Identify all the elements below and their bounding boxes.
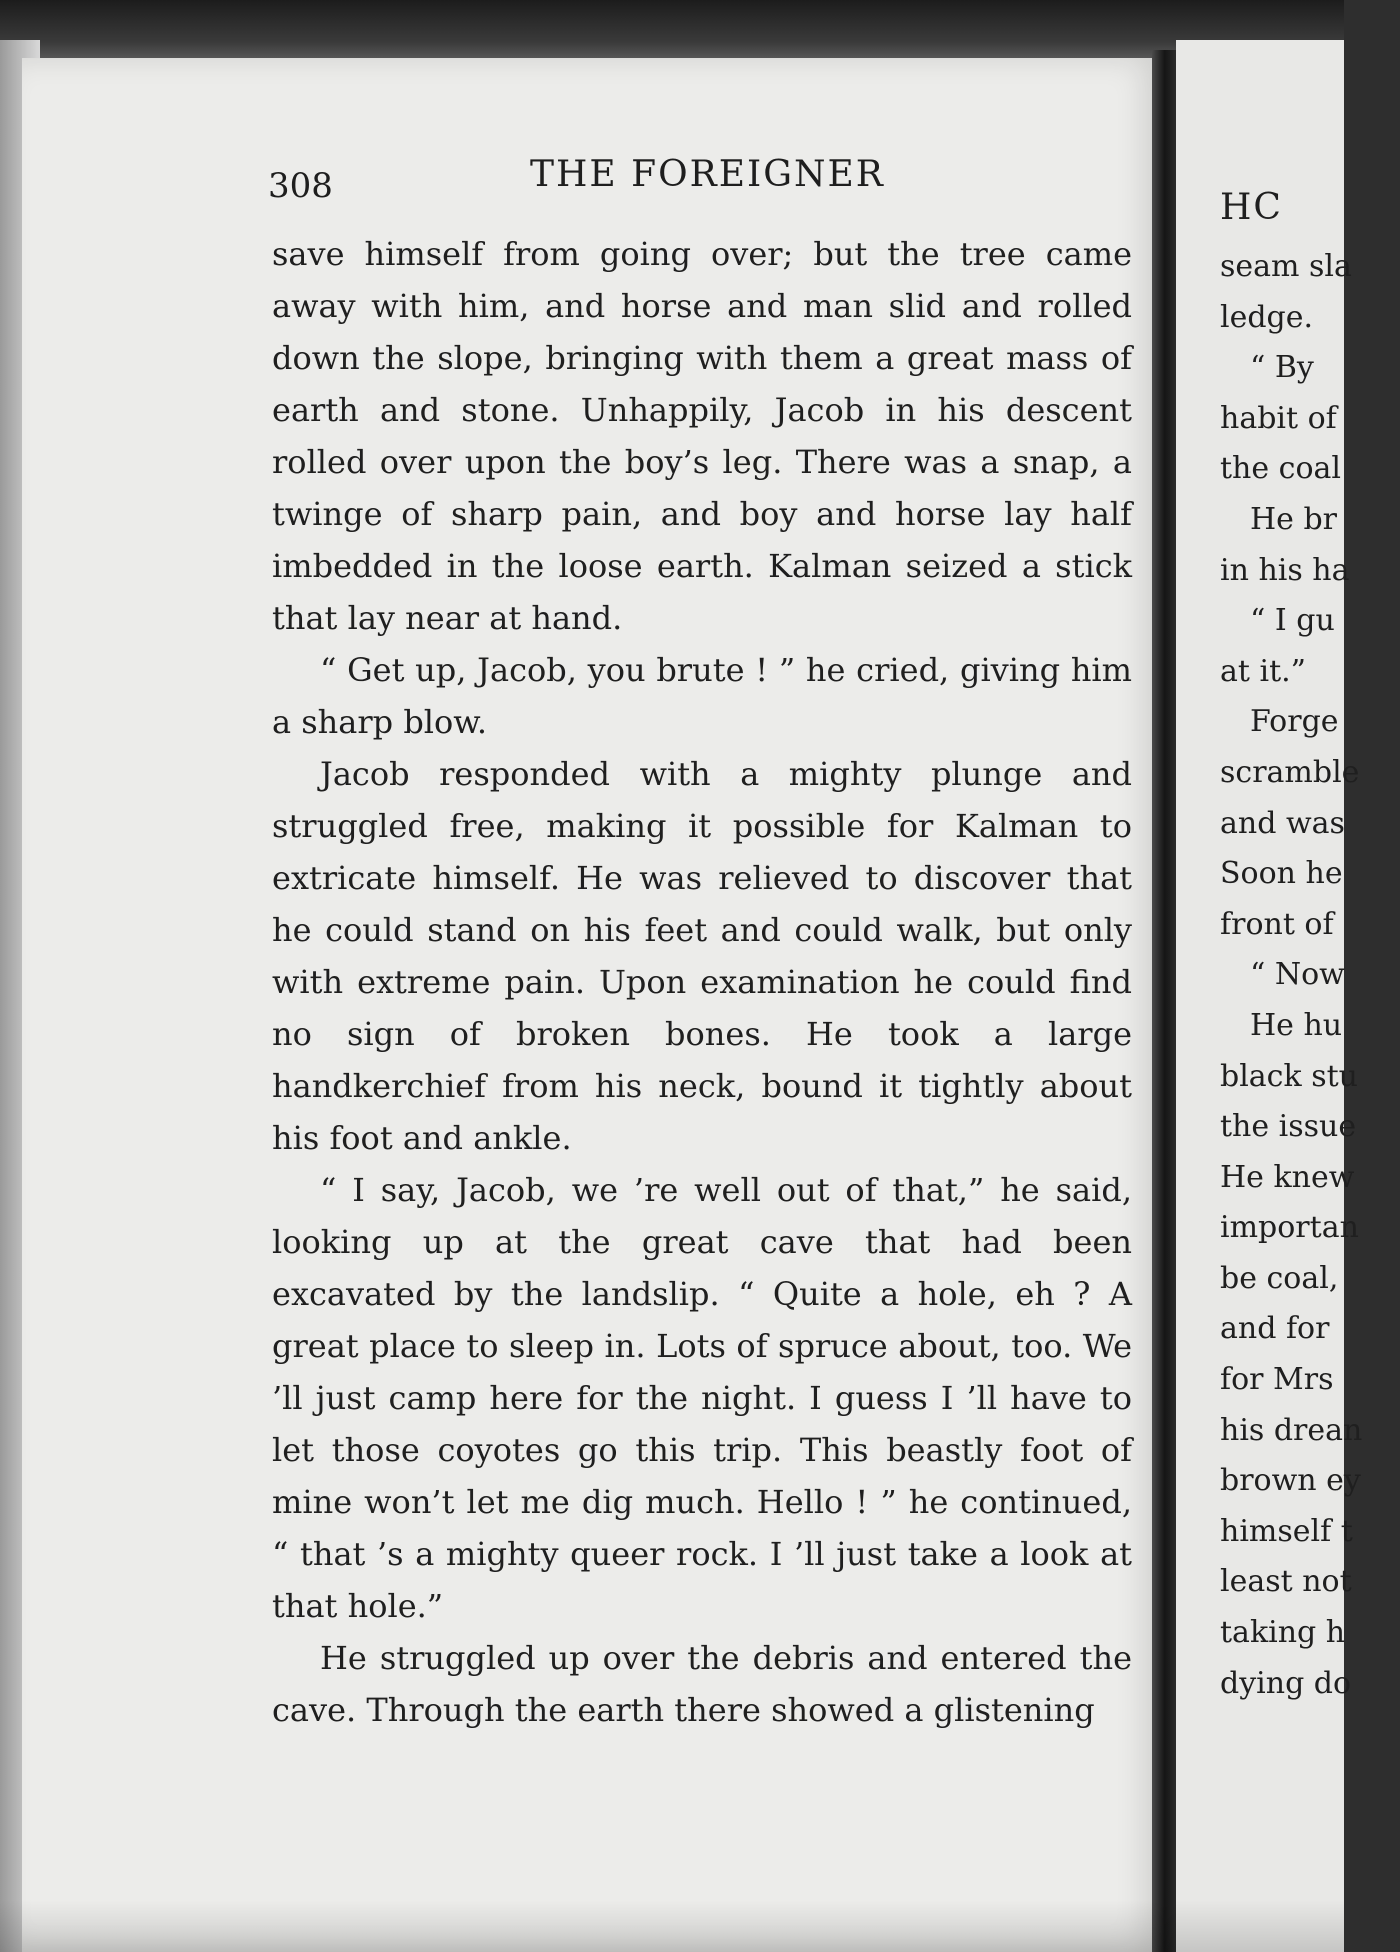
- line-fragment: least not: [1220, 1564, 1352, 1600]
- paragraph: “ I say, Jacob, we ’re well out of that,” he said, looking up at the great cave that had been excavated by the landslip. “ Quite a hole, eh ? A great place to sleep in. Lots of spruce about, too. We ’ll just camp here for the night. I guess I ’ll have to let those coyotes go this trip. This beastly foot of mine won’t let me dig much. Hello ! ” he continued, “ that ’s a mighty queer rock. I ’ll just take a look at that hole.”: [272, 1171, 1132, 1625]
- line-fragment: habit of: [1220, 400, 1337, 436]
- right-page-text: [1220, 188, 1400, 1709]
- line-fragment: “ By: [1250, 350, 1314, 386]
- line-fragment: and was: [1220, 805, 1345, 841]
- line-fragment: be coal,: [1220, 1260, 1339, 1296]
- line-fragment: black stu: [1220, 1058, 1358, 1094]
- line-fragment: and for: [1220, 1311, 1330, 1347]
- line-fragment: in his ha: [1220, 552, 1350, 588]
- running-head: [268, 152, 1168, 212]
- line-fragment: scramble: [1220, 754, 1360, 790]
- running-head-title: THE FOREIGNER: [530, 154, 885, 195]
- page-number: 308: [268, 166, 333, 206]
- paragraph: save himself from going over; but the tree came away with him, and horse and man slid and rolled down the slope, bringing with them a great mass of earth and stone. Unhappily, Jacob in his descent rolled over upon the boy’s leg. There was a snap, a twinge of sharp pain, and boy and horse lay half imbedded in the loose earth. Kalman seized a stick that lay near at hand.: [272, 235, 1132, 637]
- line-fragment: taking h: [1220, 1615, 1346, 1651]
- line-fragment: importan: [1220, 1210, 1359, 1246]
- paragraph: Jacob responded with a mighty plunge and struggled free, making it possible for Kalman to extricate himself. He was relieved to discover that he could stand on his feet and could walk, but only with extreme pain. Upon examination he could find no sign of broken bones. He took a large handkerchief from his neck, bound it tightly about his foot and ankle.: [272, 755, 1132, 1157]
- line-fragment: “ I gu: [1250, 603, 1335, 639]
- line-fragment: brown ey: [1220, 1463, 1361, 1499]
- line-fragment: for Mrs: [1220, 1362, 1334, 1398]
- body-text: [272, 228, 1132, 1736]
- line-fragment: seam sla: [1220, 249, 1352, 284]
- line-fragment: front of: [1220, 906, 1334, 942]
- line-fragment: his drean: [1220, 1412, 1363, 1448]
- right-running-head: HC: [1220, 187, 1283, 228]
- line-fragment: the coal: [1220, 451, 1342, 487]
- bottom-shadow: [0, 1900, 1344, 1952]
- line-fragment: Soon he: [1220, 856, 1343, 892]
- line-fragment: He knew: [1220, 1159, 1355, 1195]
- line-fragment: at it.”: [1220, 653, 1307, 689]
- paragraph: “ Get up, Jacob, you brute ! ” he cried, giving him a sharp blow.: [272, 651, 1132, 741]
- right-page: [1176, 40, 1363, 1952]
- line-fragment: the issue: [1220, 1109, 1357, 1145]
- line-fragment: He hu: [1250, 1007, 1343, 1043]
- line-fragment: himself t: [1220, 1513, 1353, 1549]
- paragraph: He struggled up over the debris and entered the cave. Through the earth there showed a glistening: [272, 1639, 1132, 1729]
- line-fragment: “ Now: [1250, 957, 1345, 993]
- line-fragment: He br: [1250, 501, 1337, 537]
- line-fragment: ledge.: [1220, 299, 1314, 335]
- line-fragment: Forge: [1250, 704, 1339, 740]
- line-fragment: dying do: [1220, 1665, 1352, 1701]
